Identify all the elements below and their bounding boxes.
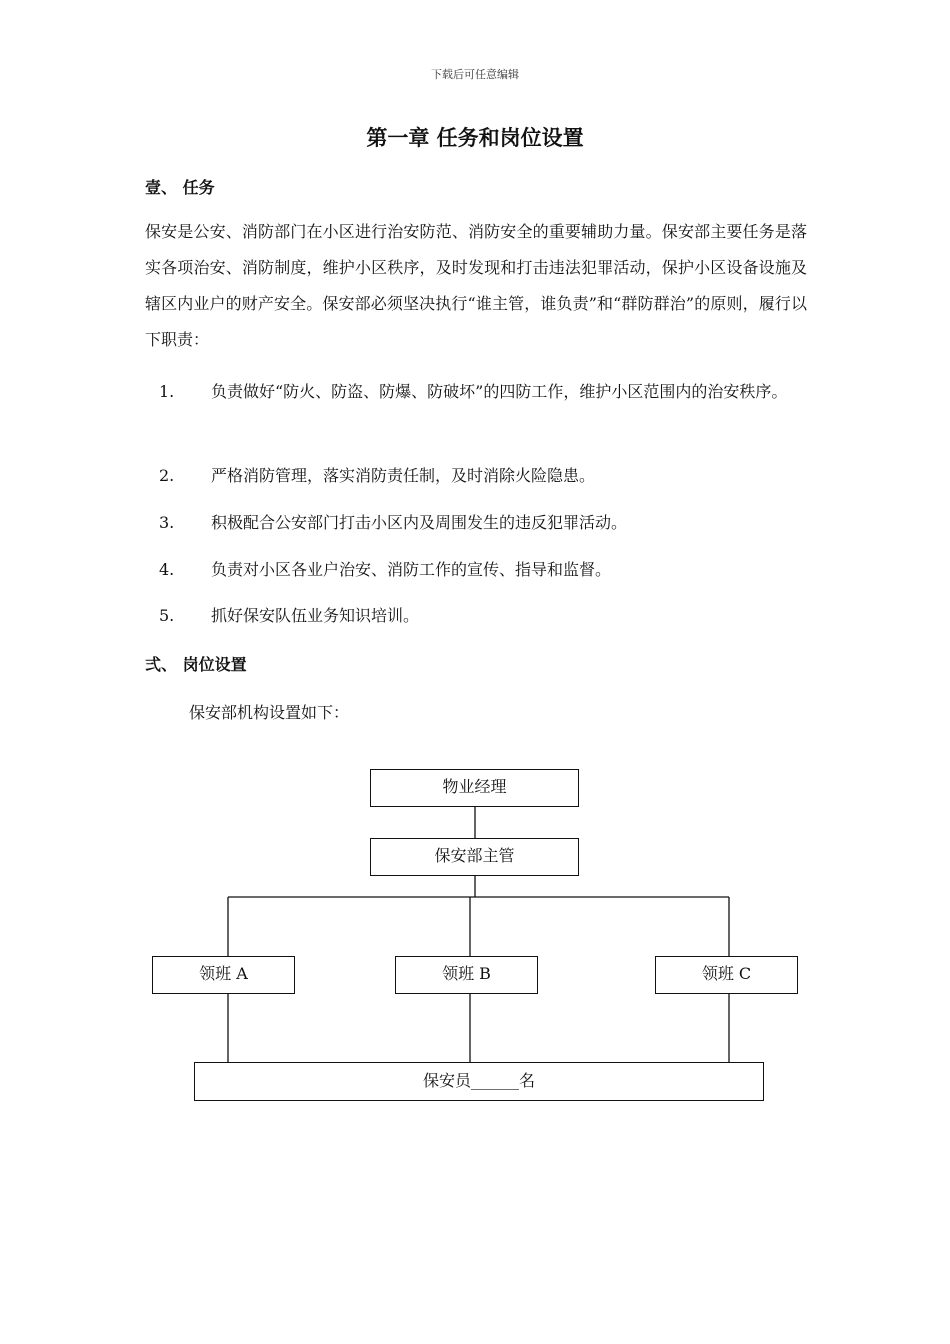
- list-item-number: 5.: [159, 606, 175, 625]
- org-box-leader-a: [152, 956, 295, 994]
- org-box-leader-c: [655, 956, 798, 994]
- list-item-text: 抓好保安队伍业务知识培训。: [211, 606, 420, 625]
- org-box-guards-label: 保安员______名: [422, 1071, 535, 1090]
- org-box-leader-b-label: 领班 B: [442, 964, 491, 983]
- org-box-leader-b: [395, 956, 538, 994]
- list-item-text: 积极配合公安部门打击小区内及周围发生的违反犯罪活动。: [211, 513, 628, 532]
- list-item-number: 3.: [159, 513, 175, 532]
- list-item-text: 负责对小区各业户治安、消防工作的宣传、指导和监督。: [211, 560, 612, 579]
- list-item-text: 严格消防管理，落实消防责任制，及时消除火险隐患。: [211, 466, 596, 485]
- org-box-leader-a-label: 领班 A: [199, 964, 248, 983]
- org-box-manager: [370, 769, 579, 807]
- tasks-paragraph-text: 保安是公安、消防部门在小区进行治安防范、消防安全的重要辅助力量。保安部主要任务是落实各项治安、消防制度，维护小区秩序，及时发现和打击违法犯罪活动，保护小区设备设施及辖区内业户的财产安全。保安部必须坚决执行“谁主管，谁负责”和“群防群治”的原则，履行以下职责：: [145, 222, 807, 349]
- org-intro: 保安部机构设置如下：: [189, 703, 350, 722]
- org-box-supervisor-label: 保安部主管: [434, 846, 515, 865]
- org-box-manager-label: 物业经理: [442, 777, 507, 796]
- org-box-leader-c-label: 领班 C: [701, 964, 752, 983]
- section-heading-positions: 弍、 岗位设置: [145, 655, 247, 674]
- org-box-guards: [194, 1062, 764, 1101]
- section-heading-tasks: 壹、 任务: [145, 178, 215, 197]
- list-item-number: 1.: [159, 382, 175, 401]
- list-item-number: 4.: [159, 560, 175, 579]
- list-item-number: 2.: [159, 466, 175, 485]
- org-box-supervisor: [370, 838, 579, 876]
- header-note: 下载后可任意编辑: [431, 68, 519, 81]
- chapter-title: 第一章 任务和岗位设置: [366, 125, 584, 150]
- list-item-text: 负责做好“防火、防盗、防爆、防破坏”的四防工作，维护小区范围内的治安秩序。: [211, 382, 788, 401]
